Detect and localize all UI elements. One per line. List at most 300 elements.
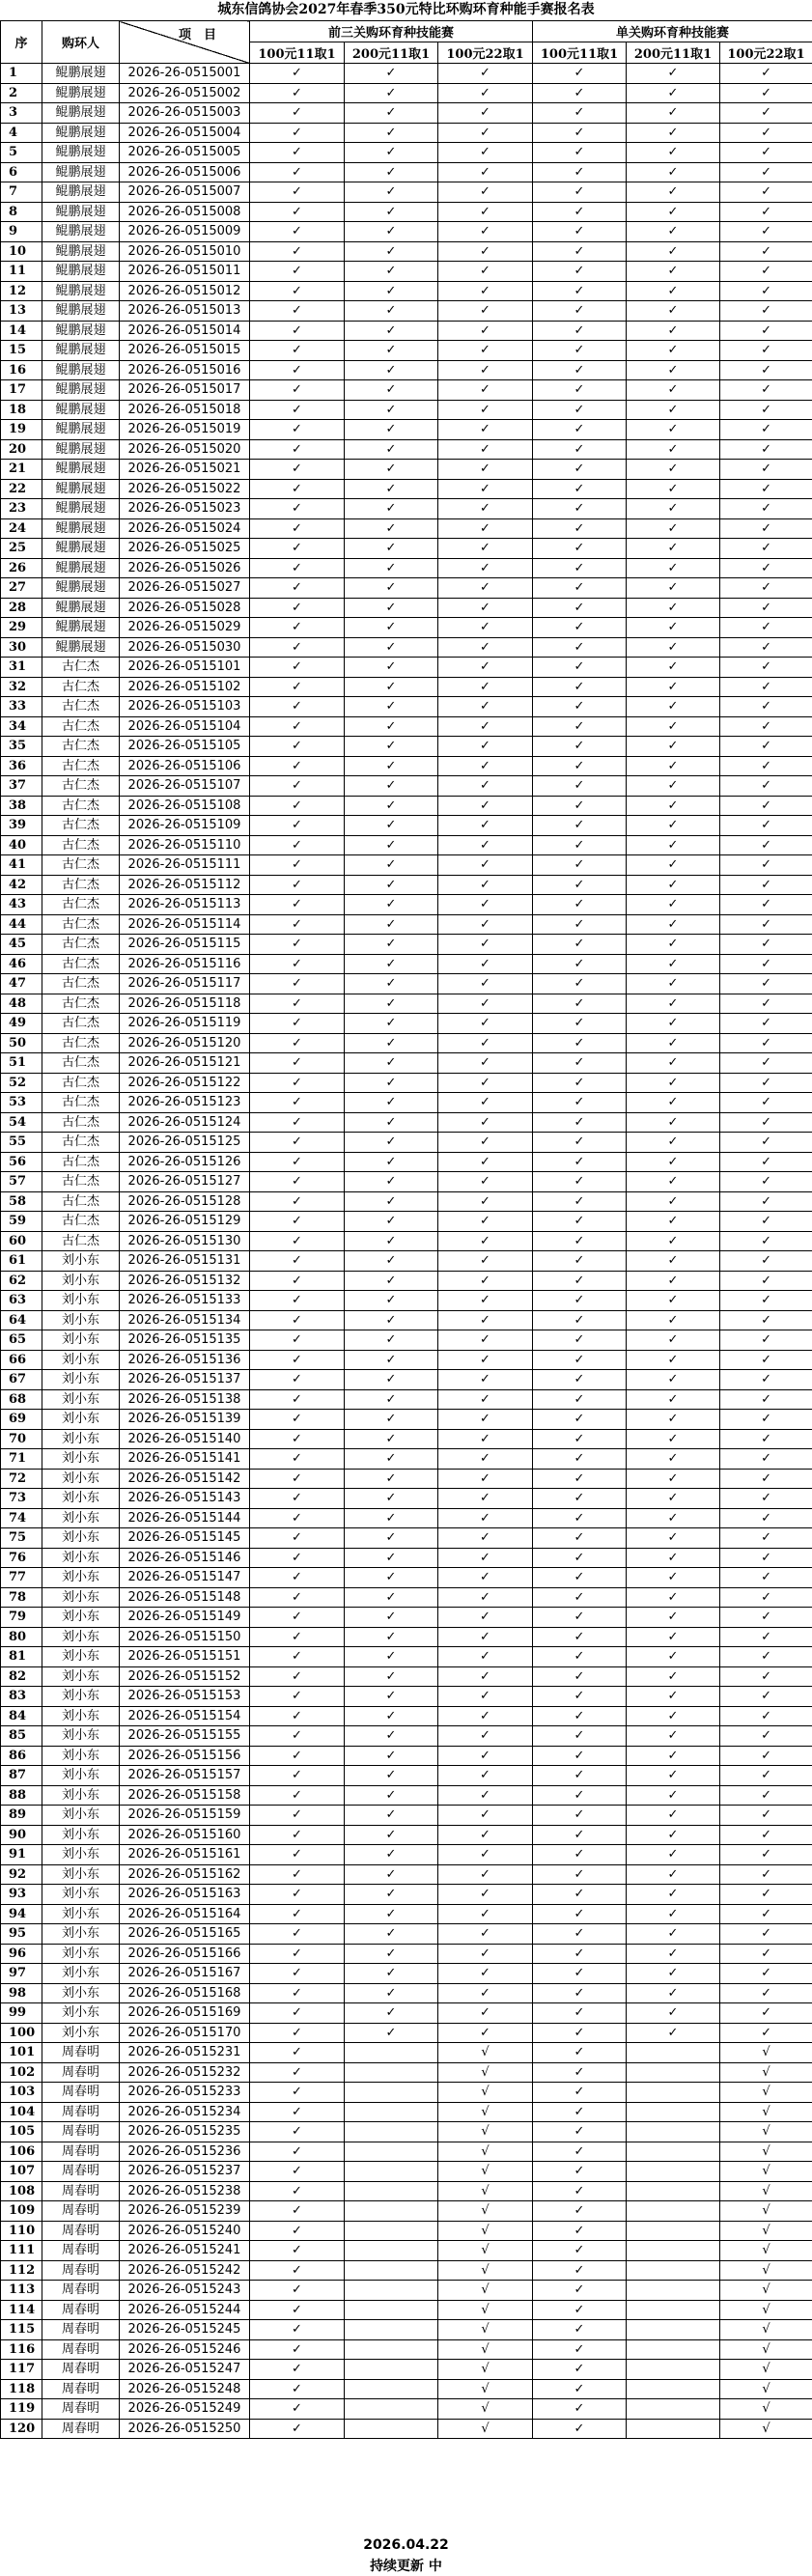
row-check-mark: ✓	[438, 1983, 533, 2003]
row-check-mark: ✓	[345, 1014, 438, 1034]
row-check-mark: ✓	[250, 2043, 345, 2063]
row-buyer: 鲲鹏展翅	[42, 301, 120, 322]
row-seq: 82	[1, 1666, 42, 1687]
row-check-mark: ✓	[627, 1112, 720, 1133]
header-sub-b2: 200元11取1	[627, 42, 720, 64]
row-check-mark: ✓	[250, 618, 345, 638]
row-check-mark: √	[720, 2260, 812, 2281]
row-check-mark: ✓	[345, 1845, 438, 1865]
row-check-mark: ✓	[250, 2221, 345, 2241]
row-check-mark: ✓	[250, 974, 345, 994]
row-check-mark: ✓	[627, 143, 720, 163]
row-check-mark: ✓	[438, 1271, 533, 1291]
header-sub-b3: 100元22取1	[720, 42, 812, 64]
row-buyer: 古仁杰	[42, 776, 120, 797]
row-seq: 104	[1, 2102, 42, 2122]
row-seq: 63	[1, 1291, 42, 1311]
table-row	[1, 2419, 812, 2439]
row-ring-id: 2026-26-0515245	[120, 2320, 250, 2340]
row-check-mark: ✓	[533, 776, 627, 797]
row-check-mark	[627, 2221, 720, 2241]
row-check-mark: ✓	[720, 341, 812, 361]
row-buyer: 古仁杰	[42, 1212, 120, 1232]
table-row	[1, 1251, 812, 1272]
row-check-mark: ✓	[627, 1983, 720, 2003]
table-row	[1, 2162, 812, 2182]
row-buyer: 古仁杰	[42, 677, 120, 697]
row-check-mark: ✓	[533, 222, 627, 242]
table-row	[1, 2181, 812, 2201]
row-seq: 12	[1, 281, 42, 301]
row-check-mark: ✓	[250, 64, 345, 84]
table-row	[1, 380, 812, 401]
row-buyer: 鲲鹏展翅	[42, 341, 120, 361]
row-check-mark: ✓	[345, 1983, 438, 2003]
row-check-mark: ✓	[720, 1864, 812, 1885]
row-seq: 1	[1, 64, 42, 84]
row-check-mark: ✓	[533, 2201, 627, 2222]
row-check-mark: ✓	[438, 578, 533, 599]
row-buyer: 鲲鹏展翅	[42, 637, 120, 658]
row-check-mark: ✓	[533, 1251, 627, 1272]
row-buyer: 刘小东	[42, 1885, 120, 1905]
row-check-mark: ✓	[533, 1627, 627, 1647]
row-ring-id: 2026-26-0515110	[120, 835, 250, 855]
row-seq: 59	[1, 1212, 42, 1232]
row-check-mark: ✓	[438, 1014, 533, 1034]
table-row	[1, 816, 812, 836]
row-buyer: 古仁杰	[42, 756, 120, 776]
table-row	[1, 1093, 812, 1113]
row-ring-id: 2026-26-0515231	[120, 2043, 250, 2063]
row-ring-id: 2026-26-0515131	[120, 1251, 250, 1272]
row-buyer: 古仁杰	[42, 855, 120, 876]
row-check-mark: ✓	[250, 380, 345, 401]
table-row	[1, 1845, 812, 1865]
table-row	[1, 2360, 812, 2380]
row-check-mark: ✓	[533, 875, 627, 895]
row-seq: 118	[1, 2379, 42, 2399]
table-row	[1, 1746, 812, 1766]
row-buyer: 古仁杰	[42, 1093, 120, 1113]
row-check-mark: ✓	[533, 202, 627, 222]
row-buyer: 古仁杰	[42, 1112, 120, 1133]
row-buyer: 刘小东	[42, 1924, 120, 1945]
row-check-mark: ✓	[438, 1766, 533, 1786]
row-ring-id: 2026-26-0515106	[120, 756, 250, 776]
row-check-mark: ✓	[250, 1924, 345, 1945]
row-check-mark: ✓	[533, 143, 627, 163]
row-check-mark: ✓	[533, 1389, 627, 1410]
row-check-mark: ✓	[533, 1310, 627, 1330]
row-check-mark: ✓	[250, 262, 345, 282]
row-ring-id: 2026-26-0515161	[120, 1845, 250, 1865]
row-check-mark: ✓	[720, 1924, 812, 1945]
row-buyer: 刘小东	[42, 2023, 120, 2043]
row-check-mark: ✓	[720, 1172, 812, 1192]
row-check-mark: ✓	[250, 301, 345, 322]
row-check-mark: ✓	[627, 578, 720, 599]
row-seq: 74	[1, 1508, 42, 1528]
row-check-mark: ✓	[720, 202, 812, 222]
row-check-mark: ✓	[720, 360, 812, 380]
row-buyer: 鲲鹏展翅	[42, 439, 120, 460]
row-check-mark: ✓	[250, 1172, 345, 1192]
row-check-mark: ✓	[533, 2300, 627, 2320]
row-check-mark: √	[720, 2360, 812, 2380]
row-check-mark: ✓	[720, 380, 812, 401]
row-check-mark: ✓	[720, 1904, 812, 1924]
row-seq: 57	[1, 1172, 42, 1192]
row-check-mark: ✓	[720, 281, 812, 301]
row-check-mark: ✓	[720, 162, 812, 182]
row-check-mark: ✓	[533, 1825, 627, 1845]
row-buyer: 刘小东	[42, 1983, 120, 2003]
row-check-mark: ✓	[533, 1033, 627, 1053]
table-row	[1, 1191, 812, 1212]
row-seq: 26	[1, 558, 42, 578]
row-check-mark: ✓	[250, 1964, 345, 1984]
row-check-mark: ✓	[533, 578, 627, 599]
row-check-mark: ✓	[438, 1726, 533, 1747]
row-ring-id: 2026-26-0515155	[120, 1726, 250, 1747]
row-seq: 108	[1, 2181, 42, 2201]
row-check-mark: ✓	[720, 1568, 812, 1588]
row-check-mark: ✓	[720, 835, 812, 855]
row-check-mark: ✓	[438, 360, 533, 380]
row-check-mark: ✓	[250, 1231, 345, 1251]
table-row	[1, 2281, 812, 2301]
row-check-mark: √	[438, 2241, 533, 2261]
row-check-mark: ✓	[533, 1410, 627, 1430]
table-row	[1, 618, 812, 638]
table-row	[1, 1983, 812, 2003]
table-row	[1, 439, 812, 460]
row-ring-id: 2026-26-0515030	[120, 637, 250, 658]
row-check-mark: ✓	[720, 1608, 812, 1628]
row-check-mark: ✓	[345, 1924, 438, 1945]
row-check-mark: ✓	[720, 1983, 812, 2003]
row-check-mark: ✓	[533, 974, 627, 994]
row-check-mark: ✓	[250, 776, 345, 797]
row-check-mark: ✓	[345, 895, 438, 915]
row-check-mark: ✓	[250, 2083, 345, 2103]
row-check-mark: ✓	[250, 1864, 345, 1885]
row-check-mark: ✓	[250, 1093, 345, 1113]
row-check-mark: ✓	[720, 637, 812, 658]
table-row	[1, 2320, 812, 2340]
row-check-mark: ✓	[250, 2122, 345, 2142]
row-check-mark: ✓	[438, 1924, 533, 1945]
table-row	[1, 1073, 812, 1093]
row-buyer: 古仁杰	[42, 697, 120, 717]
row-check-mark: ✓	[627, 321, 720, 341]
row-check-mark: ✓	[438, 281, 533, 301]
table-row	[1, 598, 812, 618]
row-buyer: 周春明	[42, 2122, 120, 2142]
row-check-mark: ✓	[533, 1112, 627, 1133]
row-check-mark: ✓	[627, 1251, 720, 1272]
table-row	[1, 64, 812, 84]
row-check-mark: ✓	[533, 1489, 627, 1509]
row-seq: 119	[1, 2399, 42, 2420]
row-seq: 99	[1, 2003, 42, 2024]
row-check-mark: ✓	[627, 1726, 720, 1747]
footer-date: 2026.04.22	[363, 2537, 449, 2553]
row-check-mark: ✓	[438, 677, 533, 697]
row-check-mark: ✓	[250, 2260, 345, 2281]
row-check-mark	[627, 2043, 720, 2063]
row-buyer: 周春明	[42, 2260, 120, 2281]
row-check-mark: ✓	[720, 954, 812, 974]
row-check-mark: ✓	[533, 1330, 627, 1351]
row-check-mark: ✓	[720, 2023, 812, 2043]
row-check-mark: √	[720, 2379, 812, 2399]
row-check-mark: ✓	[438, 1330, 533, 1351]
row-check-mark: ✓	[438, 64, 533, 84]
row-check-mark: ✓	[533, 1766, 627, 1786]
row-buyer: 刘小东	[42, 1608, 120, 1628]
row-ring-id: 2026-26-0515003	[120, 103, 250, 124]
row-check-mark: ✓	[250, 1291, 345, 1311]
row-check-mark: ✓	[345, 1666, 438, 1687]
row-check-mark: ✓	[533, 1706, 627, 1726]
row-check-mark: ✓	[720, 1627, 812, 1647]
row-check-mark: ✓	[533, 637, 627, 658]
row-ring-id: 2026-26-0515108	[120, 796, 250, 816]
row-check-mark: √	[720, 2281, 812, 2301]
row-ring-id: 2026-26-0515152	[120, 1666, 250, 1687]
row-check-mark: ✓	[345, 1291, 438, 1311]
row-check-mark: ✓	[250, 1033, 345, 1053]
row-check-mark: ✓	[250, 2162, 345, 2182]
row-check-mark: ✓	[533, 2043, 627, 2063]
row-check-mark: ✓	[720, 796, 812, 816]
row-seq: 52	[1, 1073, 42, 1093]
row-check-mark: ✓	[345, 1726, 438, 1747]
row-check-mark: ✓	[720, 1033, 812, 1053]
row-check-mark: ✓	[345, 875, 438, 895]
row-check-mark: ✓	[345, 1429, 438, 1449]
table-row	[1, 1647, 812, 1667]
row-buyer: 古仁杰	[42, 895, 120, 915]
row-buyer: 刘小东	[42, 1548, 120, 1568]
row-check-mark: ✓	[250, 658, 345, 678]
row-seq: 15	[1, 341, 42, 361]
table-row	[1, 1449, 812, 1470]
row-check-mark: ✓	[533, 479, 627, 499]
row-seq: 114	[1, 2300, 42, 2320]
row-check-mark: ✓	[533, 518, 627, 539]
row-ring-id: 2026-26-0515148	[120, 1587, 250, 1608]
row-check-mark: ✓	[627, 658, 720, 678]
row-check-mark: ✓	[250, 420, 345, 440]
row-check-mark: ✓	[345, 954, 438, 974]
row-seq: 37	[1, 776, 42, 797]
row-seq: 91	[1, 1845, 42, 1865]
row-ring-id: 2026-26-0515162	[120, 1864, 250, 1885]
row-check-mark: ✓	[345, 64, 438, 84]
row-check-mark: ✓	[720, 241, 812, 262]
row-check-mark: ✓	[627, 420, 720, 440]
row-check-mark: ✓	[627, 1568, 720, 1588]
row-buyer: 刘小东	[42, 1845, 120, 1865]
row-check-mark: ✓	[250, 1014, 345, 1034]
row-check-mark: ✓	[345, 1469, 438, 1489]
header-buyer: 购环人	[42, 21, 120, 64]
row-check-mark: ✓	[438, 341, 533, 361]
row-check-mark: ✓	[627, 1469, 720, 1489]
row-check-mark: ✓	[345, 855, 438, 876]
row-check-mark: ✓	[627, 1212, 720, 1232]
row-seq: 11	[1, 262, 42, 282]
row-seq: 33	[1, 697, 42, 717]
row-check-mark: ✓	[627, 994, 720, 1014]
row-seq: 18	[1, 400, 42, 420]
row-check-mark: ✓	[720, 1726, 812, 1747]
row-check-mark: ✓	[720, 518, 812, 539]
row-check-mark: ✓	[250, 1726, 345, 1747]
row-ring-id: 2026-26-0515163	[120, 1885, 250, 1905]
table-row	[1, 935, 812, 955]
row-check-mark: √	[438, 2181, 533, 2201]
row-ring-id: 2026-26-0515016	[120, 360, 250, 380]
row-ring-id: 2026-26-0515130	[120, 1231, 250, 1251]
row-check-mark: ✓	[627, 539, 720, 559]
row-check-mark: ✓	[720, 1350, 812, 1370]
row-check-mark: ✓	[345, 1568, 438, 1588]
table-row	[1, 1172, 812, 1192]
row-check-mark: ✓	[627, 2023, 720, 2043]
row-check-mark: ✓	[345, 1231, 438, 1251]
row-check-mark: √	[438, 2399, 533, 2420]
row-check-mark: ✓	[250, 321, 345, 341]
row-check-mark: ✓	[720, 578, 812, 599]
row-buyer: 刘小东	[42, 1389, 120, 1410]
row-buyer: 刘小东	[42, 1449, 120, 1470]
row-check-mark: ✓	[627, 756, 720, 776]
row-check-mark: ✓	[250, 954, 345, 974]
row-check-mark	[627, 2181, 720, 2201]
row-check-mark: ✓	[533, 2241, 627, 2261]
row-check-mark	[345, 2281, 438, 2301]
row-check-mark	[627, 2083, 720, 2103]
row-check-mark: ✓	[438, 1508, 533, 1528]
row-check-mark: ✓	[627, 1133, 720, 1153]
row-check-mark: ✓	[720, 855, 812, 876]
row-seq: 97	[1, 1964, 42, 1984]
row-ring-id: 2026-26-0515019	[120, 420, 250, 440]
row-check-mark: ✓	[627, 1053, 720, 1074]
row-ring-id: 2026-26-0515239	[120, 2201, 250, 2222]
row-check-mark: ✓	[720, 2003, 812, 2024]
row-buyer: 鲲鹏展翅	[42, 598, 120, 618]
row-check-mark: ✓	[533, 1231, 627, 1251]
row-ring-id: 2026-26-0515025	[120, 539, 250, 559]
row-check-mark: ✓	[345, 143, 438, 163]
row-check-mark: ✓	[250, 598, 345, 618]
row-check-mark: √	[438, 2320, 533, 2340]
table-row	[1, 1548, 812, 1568]
row-check-mark: ✓	[250, 1825, 345, 1845]
row-check-mark: ✓	[627, 341, 720, 361]
table-row	[1, 2300, 812, 2320]
row-ring-id: 2026-26-0515012	[120, 281, 250, 301]
row-check-mark: ✓	[438, 1231, 533, 1251]
row-buyer: 鲲鹏展翅	[42, 241, 120, 262]
row-seq: 110	[1, 2221, 42, 2241]
row-check-mark: ✓	[533, 2162, 627, 2182]
row-check-mark: √	[720, 2201, 812, 2222]
row-buyer: 周春明	[42, 2201, 120, 2222]
table-row	[1, 1904, 812, 1924]
row-check-mark: ✓	[250, 1944, 345, 1964]
row-check-mark: ✓	[345, 935, 438, 955]
row-seq: 25	[1, 539, 42, 559]
row-seq: 88	[1, 1785, 42, 1806]
row-check-mark: ✓	[345, 1964, 438, 1984]
row-check-mark: ✓	[250, 1350, 345, 1370]
row-check-mark: ✓	[438, 737, 533, 757]
row-check-mark: ✓	[533, 935, 627, 955]
row-check-mark: ✓	[627, 281, 720, 301]
row-check-mark: ✓	[345, 103, 438, 124]
row-buyer: 古仁杰	[42, 1152, 120, 1172]
row-buyer: 古仁杰	[42, 1191, 120, 1212]
row-ring-id: 2026-26-0515156	[120, 1746, 250, 1766]
row-seq: 21	[1, 460, 42, 480]
row-ring-id: 2026-26-0515140	[120, 1429, 250, 1449]
row-check-mark: ✓	[720, 1271, 812, 1291]
row-check-mark: ✓	[533, 994, 627, 1014]
row-seq: 31	[1, 658, 42, 678]
row-seq: 30	[1, 637, 42, 658]
row-ring-id: 2026-26-0515128	[120, 1191, 250, 1212]
row-check-mark: ✓	[345, 1389, 438, 1410]
table-row	[1, 1666, 812, 1687]
row-ring-id: 2026-26-0515113	[120, 895, 250, 915]
row-buyer: 刘小东	[42, 1627, 120, 1647]
row-check-mark: ✓	[438, 1666, 533, 1687]
table-row	[1, 539, 812, 559]
row-check-mark: ✓	[345, 281, 438, 301]
row-check-mark: ✓	[345, 816, 438, 836]
row-check-mark: ✓	[438, 1370, 533, 1390]
table-row	[1, 1112, 812, 1133]
row-check-mark: ✓	[438, 1033, 533, 1053]
row-check-mark: ✓	[345, 914, 438, 935]
row-check-mark: ✓	[533, 281, 627, 301]
row-seq: 93	[1, 1885, 42, 1905]
row-check-mark: ✓	[250, 400, 345, 420]
row-check-mark: ✓	[250, 123, 345, 143]
row-seq: 24	[1, 518, 42, 539]
row-check-mark: ✓	[627, 1825, 720, 1845]
row-seq: 47	[1, 974, 42, 994]
row-buyer: 古仁杰	[42, 737, 120, 757]
row-buyer: 古仁杰	[42, 974, 120, 994]
row-seq: 66	[1, 1350, 42, 1370]
row-ring-id: 2026-26-0515024	[120, 518, 250, 539]
row-check-mark: ✓	[627, 2003, 720, 2024]
row-check-mark: ✓	[533, 83, 627, 103]
row-ring-id: 2026-26-0515243	[120, 2281, 250, 2301]
table-row	[1, 1212, 812, 1232]
row-buyer: 鲲鹏展翅	[42, 64, 120, 84]
row-check-mark: ✓	[250, 1073, 345, 1093]
row-ring-id: 2026-26-0515166	[120, 1944, 250, 1964]
row-check-mark: ✓	[533, 1508, 627, 1528]
